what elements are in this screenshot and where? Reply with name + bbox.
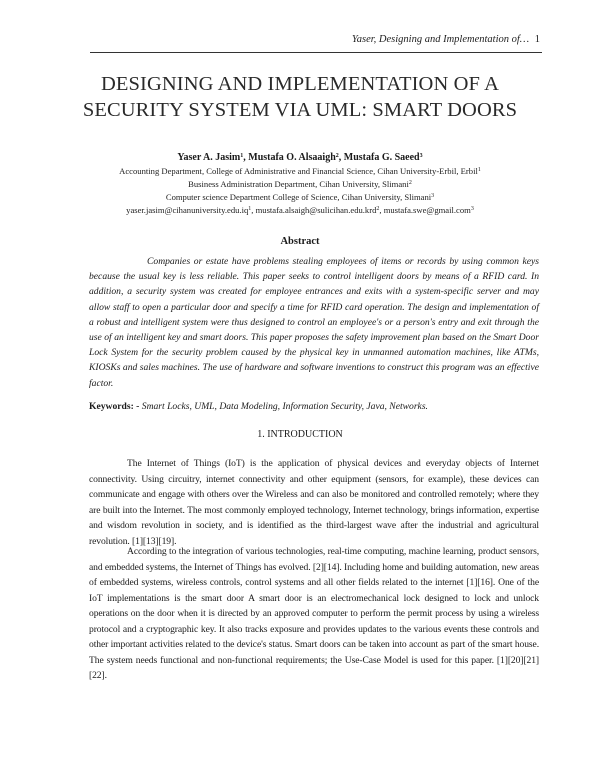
affiliation-1-text: Accounting Department, College of Administrative and Financial Science, Cihan University-Erbil, Erbil <box>119 166 478 176</box>
author-emails: $yaser.jasim@cihanuniversity.edu.iq^1$, mustafa.alsaigh@sulicihan.edu.krd$^2$, mustafa.swe@gmail.com$^3$ <box>126 205 474 215</box>
affiliation-2-text: Business Administration Department, Cihan University, Slimani <box>188 179 409 189</box>
affiliation-2-sup: 2 <box>408 180 412 186</box>
author-3: Mustafa G. Saeed <box>343 152 420 163</box>
title-line-2: SECURITY SYSTEM VIA UML: SMART DOORS <box>82 99 518 121</box>
author-3-sup: 3 <box>419 153 423 159</box>
keywords-values: Smart Locks, UML, Data Modeling, Information Security, Java, Networks. <box>141 401 428 412</box>
abstract-heading: Abstract <box>280 236 320 247</box>
author-1-sup: 1 <box>240 153 244 159</box>
email-1[interactable]: yaser.jasim@cihanuniversity.edu.iq <box>126 205 249 215</box>
affiliation-1 <box>60 166 540 177</box>
keywords-label: Keywords: - <box>89 401 140 412</box>
affiliation-3-text: Computer science Department College of Science, Cihan University, Slimani <box>165 192 432 202</box>
email-1-sup: 1 <box>248 206 252 212</box>
affiliation-1-sup: 1 <box>477 167 481 173</box>
email-2-sup: 2 <box>376 206 380 212</box>
paper-title <box>60 71 540 123</box>
keywords <box>89 401 539 412</box>
email-2[interactable]: mustafa.alsaigh@sulicihan.edu.krd <box>255 205 377 215</box>
affiliation-2 <box>60 179 540 190</box>
intro-paragraph-2: According to the integration of various technologies, real-time computing, machine learning, product sensors, and embedded systems, the Internet of Things has evolved. [2][14]. Including home and building automation, new areas of embedded systems, wireless controls, control systems and all other fields related to the internet [1][16]. One of the IoT implementations is the smart door A smart door is an electromechanical lock designed to lock and unlock operations on the door when it is directed by an approved computer to perform the permit process by using a wireless protocol and a cryptographic key. It also tracks exposure and provides updates to the various events these controls and other important activities related to the device's status. Smart doors can be taken into account as part of the smart house. The system needs functional and non-functional requirements; the Use-Case Model is used for this paper. [1][20][21][22]. <box>89 546 539 681</box>
author-2: Mustafa O. Alsaaigh <box>248 152 336 163</box>
author-1: Yaser A. Jasim <box>177 152 241 163</box>
intro-paragraph-1: The Internet of Things (IoT) is the application of physical devices and everyday objects of Internet connectivity. Using circuitry, internet connectivity and other equipment (sensors, for example), these devices can communicate and engage with others over the Wireless and can also be monitored and controlled remotely; where they are built into the Internet. The most commonly employed technology, Internet technology, brings information, expertise and wisdom revolution in society, and is identified as the third-largest wave after the industrial and agricultural revolution. [1][13][19]. <box>89 458 539 547</box>
email-3[interactable]: mustafa.swe@gmail.com <box>383 205 471 215</box>
affiliation-3 <box>60 192 540 203</box>
header-rule <box>90 52 542 53</box>
author-list: Yaser A. Jasim$^1$, Mustafa O. Alsaaigh$^2$, Mustafa G. Saeed$^3$ <box>177 152 423 163</box>
running-header <box>352 34 540 45</box>
title-line-1: DESIGNING AND IMPLEMENTATION OF A <box>101 73 499 95</box>
email-3-sup: 3 <box>470 206 474 212</box>
affiliation-3-sup: 3 <box>431 193 435 199</box>
page-number: 1 <box>534 34 540 45</box>
running-title: Yaser, Designing and Implementation of… <box>351 34 530 45</box>
author-2-sup: 2 <box>335 153 339 159</box>
abstract-text: Companies or estate have problems stealing employees of items or records by using common keys because the usual key is less reliable. This paper seeks to control intelligent doors by means of a RFID card. In addition, a security system was created for employee entrances and exits with a system-specific server and may allow staff to open a particular door and specify a time for RFID card operation. The design and implementation of a robust and intelligent system were thus designed to control an employee's or a person's entry and exit through the use of an intelligent key and smart doors. This paper proposes the safety improvement plan based on the Smart Door Lock System for the security problem caused by the physical key in unmanned automation machines, like ATMs, KIOSKs and sales machines. The use of hardware and software inventions to construct this program was an effective factor. <box>89 256 539 389</box>
section-heading-introduction: 1. INTRODUCTION <box>257 429 343 440</box>
